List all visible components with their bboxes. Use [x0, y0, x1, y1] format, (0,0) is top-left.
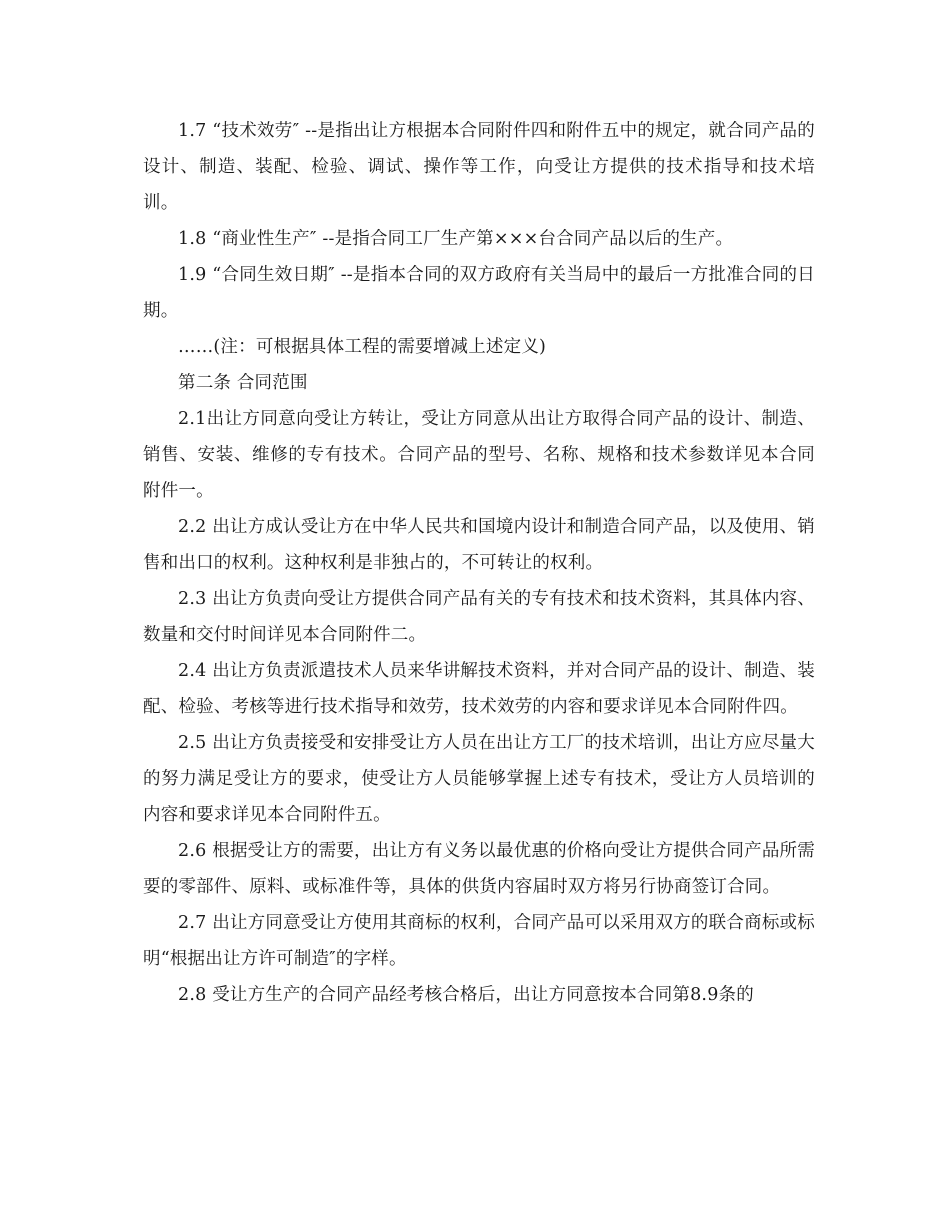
paragraph-2-5: 2.5 出让方负责接受和安排受让方人员在出让方工厂的技术培训，出让方应尽量大的努力满足受让方的要求，使受让方人员能够掌握上述专有技术，受让方人员培训的内容和要求详见本合同附件五。: [143, 733, 815, 825]
paragraph-1-9: 1.9 “合同生效日期″ --是指本合同的双方政府有关当局中的最后一方批准合同的日期。: [143, 265, 815, 321]
paragraph-1-8: 1.8 “商业性生产″ --是指合同工厂生产第×××台合同产品以后的生产。: [178, 229, 734, 249]
paragraph-note: ……(注：可根据具体工程的需要增减上述定义): [178, 337, 547, 357]
document-body: [143, 113, 815, 1013]
paragraph-2-7: 2.7 出让方同意受让方使用其商标的权利，合同产品可以采用双方的联合商标或标明“根据出让方许可制造″的字样。: [143, 913, 815, 969]
section-heading-2: 第二条 合同范围: [178, 373, 308, 393]
paragraph-2-2: 2.2 出让方成认受让方在中华人民共和国境内设计和制造合同产品，以及使用、销售和出口的权利。这种权利是非独占的，不可转让的权利。: [143, 517, 815, 573]
paragraph-1-7: 1.7 “技术效劳″ --是指出让方根据本合同附件四和附件五中的规定，就合同产品的设计、制造、装配、检验、调试、操作等工作，向受让方提供的技术指导和技术培训。: [143, 121, 815, 213]
paragraph-2-1: 2.1出让方同意向受让方转让，受让方同意从出让方取得合同产品的设计、制造、销售、安装、维修的专有技术。合同产品的型号、名称、规格和技术参数详见本合同附件一。: [143, 409, 815, 501]
paragraph-2-6: 2.6 根据受让方的需要，出让方有义务以最优惠的价格向受让方提供合同产品所需要的零部件、原料、或标准件等，具体的供货内容届时双方将另行协商签订合同。: [143, 841, 815, 897]
paragraph-2-8: 2.8 受让方生产的合同产品经考核合格后，出让方同意按本合同第8.9条的: [178, 985, 754, 1005]
paragraph-2-4: 2.4 出让方负责派遣技术人员来华讲解技术资料，并对合同产品的设计、制造、装配、检验、考核等进行技术指导和效劳，技术效劳的内容和要求详见本合同附件四。: [143, 661, 815, 717]
paragraph-2-3: 2.3 出让方负责向受让方提供合同产品有关的专有技术和技术资料，其具体内容、数量和交付时间详见本合同附件二。: [143, 589, 815, 645]
